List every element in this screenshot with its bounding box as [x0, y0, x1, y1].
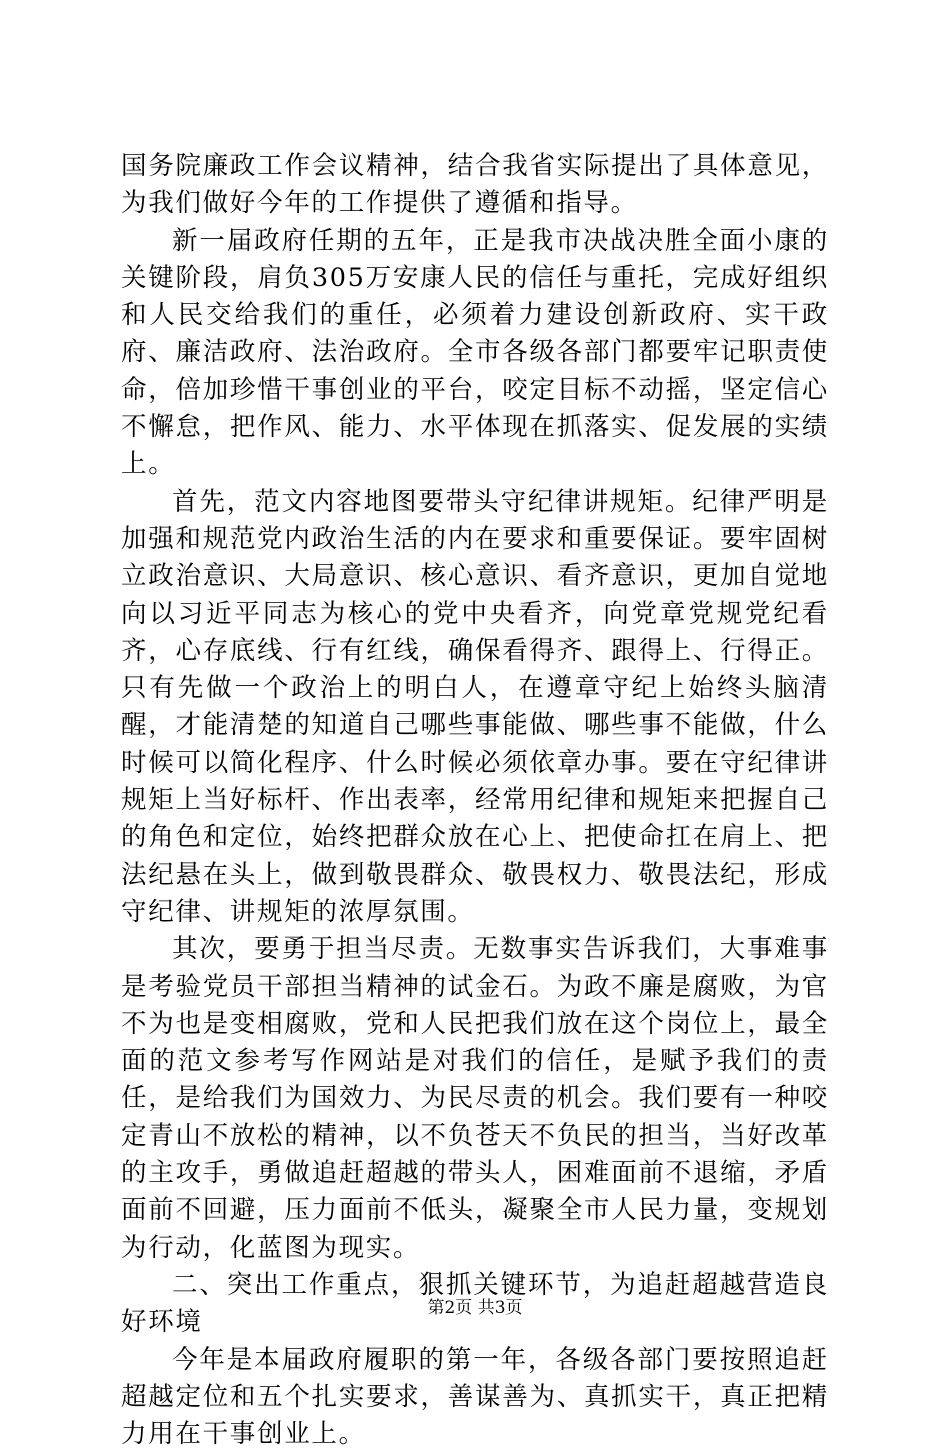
- paragraph-responsibility: 其次，要勇于担当尽责。无数事实告诉我们，大事难事是考验党员干部担当精神的试金石。为政不廉是腐败，为官不为也是变相腐败，党和人民把我们放在这个岗位上，最全面的范文参考写作网站是对我们的信任，是赋予我们的责任，是给我们为国效力、为民尽责的机会。我们要有一种咬定青山不放松的精神，以不负苍天不负民的担当，当好改革的主攻手，勇做追赶超越的带头人，困难面前不退缩，矛盾面前不回避，压力面前不低头，凝聚全市人民力量，变规划为行动，化蓝图为现实。: [121, 931, 829, 1267]
- section-heading-two: 二、突出工作重点，狠抓关键环节，为追赶超越营造良好环境: [121, 1267, 829, 1342]
- paragraph-continuation: 国务院廉政工作会议精神，结合我省实际提出了具体意见，为我们做好今年的工作提供了遵循和指导。: [121, 148, 829, 223]
- paragraph-discipline: 首先，范文内容地图要带头守纪律讲规矩。纪律严明是加强和规范党内政治生活的内在要求和重要保证。要牢固树立政治意识、大局意识、核心意识、看齐意识，更加自觉地向以习近平同志为核心的党中央看齐，向党章党规党纪看齐，心存底线、行有红线，确保看得齐、跟得上、行得正。只有先做一个政治上的明白人，在遵章守纪上始终头脑清醒，才能清楚的知道自己哪些事能做、哪些事不能做，什么时候可以简化程序、什么时候必须依章办事。要在守纪律讲规矩上当好标杆、作出表率，经常用纪律和规矩来把握自己的角色和定位，始终把群众放在心上、把使命扛在肩上、把法纪悬在头上，做到敬畏群众、敬畏权力、敬畏法纪，形成守纪律、讲规矩的浓厚氛围。: [121, 484, 829, 932]
- page-footer: [0, 1296, 950, 1320]
- paragraph-first-year: 今年是本届政府履职的第一年，各级各部门要按照追赶超越定位和五个扎实要求，善谋善为、真抓实干，真正把精力用在干事创业上。: [121, 1342, 829, 1453]
- paragraph-term-goals: 新一届政府任期的五年，正是我市决战决胜全面小康的关键阶段，肩负305万安康人民的信任与重托，完成好组织和人民交给我们的重任，必须着力建设创新政府、实干政府、廉洁政府、法治政府。全市各级各部门都要牢记职责使命，倍加珍惜干事创业的平台，咬定目标不动摇，坚定信心不懈怠，把作风、能力、水平体现在抓落实、促发展的实绩上。: [121, 223, 829, 484]
- page-indicator: 第2页 共3页: [427, 1298, 522, 1318]
- document-body: [121, 148, 829, 1453]
